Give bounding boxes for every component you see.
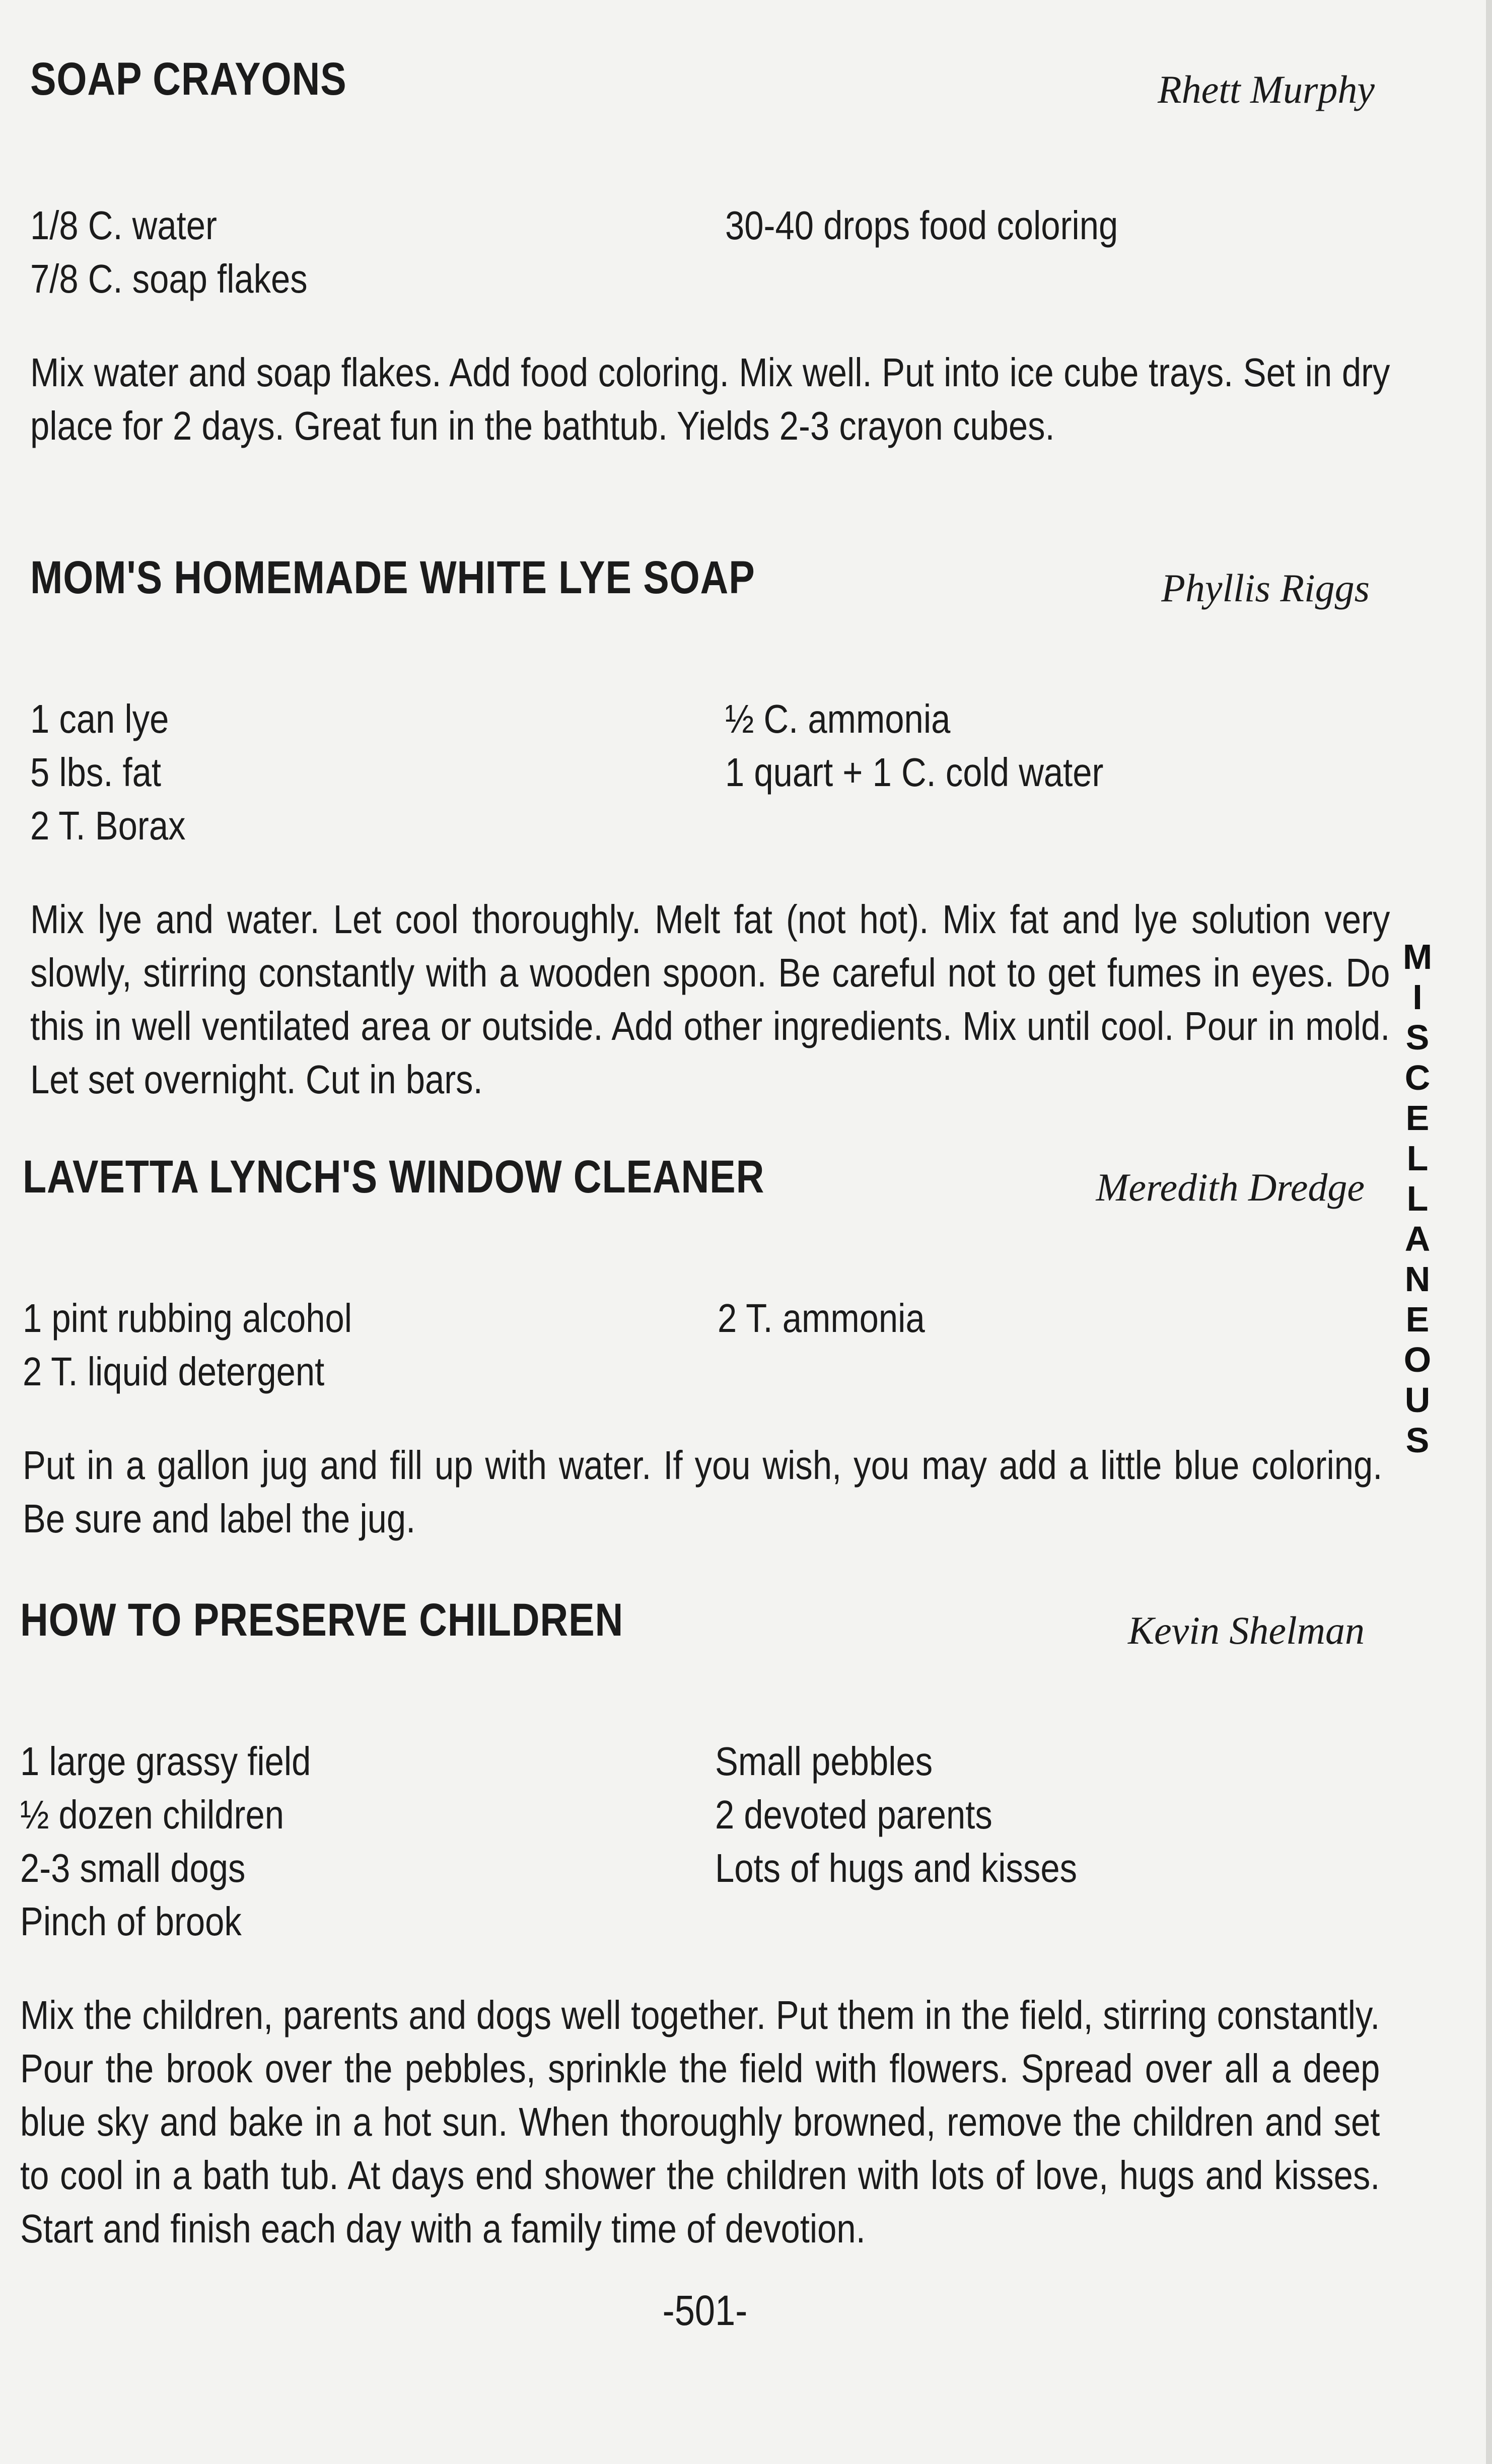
section-tab-letter: E [1405,1300,1430,1339]
ingredient-column-right [715,1735,1313,1895]
ingredient: 30-40 drops food coloring [725,203,1118,248]
section-tab-letter: U [1404,1380,1431,1420]
ingredient-list [30,692,1380,853]
ingredient: 2 T. ammonia [718,1296,925,1341]
ingredient: 1 quart + 1 C. cold water [725,750,1104,795]
recipe-method: Put in a gallon jug and fill up with water. If you wish, you may add a little blue coloring. Be sure and label the jug. [23,1443,1383,1541]
section-tab-letter: A [1404,1219,1431,1258]
ingredient: 2 devoted parents [715,1792,992,1837]
section-tab-letter: I [1412,977,1423,1017]
ingredient: 1 can lye [30,696,169,741]
recipe-method: Mix the children, parents and dogs well together. Put them in the field, stirring constantly. Pour the brook over the pebbles, sprinkle the field with flowers. Spread over all a deep blue sky and bake in a hot sun. When thoroughly browned, remove the children and set to cool in a bath tub. At days end shower the children with lots of love, hugs and kisses. Start and finish each day with a family time of devotion. [20,1993,1380,2251]
ingredient: Pinch of brook [20,1899,242,1944]
section-tab-letter: M [1402,937,1433,976]
section-tab-miscellaneous [1395,937,1440,1460]
ingredient-column-right [725,199,1323,252]
section-tab-letter: L [1406,1179,1429,1218]
recipe-title: SOAP CRAYONS [30,53,347,105]
ingredient-column-right [725,692,1323,799]
ingredient-list [30,199,1380,306]
ingredient-column-left [23,1292,620,1398]
page-number: -501- [662,2287,748,2334]
ingredient: Small pebbles [715,1739,933,1784]
section-tab-letter: S [1405,1018,1430,1057]
recipe-author: Meredith Dredge [1096,1165,1365,1209]
section-tab-letter: L [1406,1139,1429,1178]
recipe-method: Mix lye and water. Let cool thoroughly. Melt fat (not hot). Mix fat and lye solution very slowly, stirring constantly with a wooden spoon. Be careful not to get fumes in eyes. Do this in well ventilated area or outside. Add other ingredients. Mix until cool. Pour in mold. Let set overnight. Cut in bars. [30,897,1390,1102]
recipe-preserve-children [20,1594,1380,2256]
recipe-title: LAVETTA LYNCH'S WINDOW CLEANER [23,1151,765,1203]
ingredient: 1 pint rubbing alcohol [23,1296,352,1341]
ingredient: 2-3 small dogs [20,1846,246,1890]
ingredient: 1/8 C. water [30,203,217,248]
ingredient-list [20,1735,1380,1948]
ingredient: 2 T. liquid detergent [23,1349,325,1394]
ingredient: ½ C. ammonia [725,696,951,741]
section-tab-letter: S [1405,1421,1430,1460]
page-edge [1486,0,1492,2464]
recipe-soap-crayons [20,53,1390,453]
ingredient: ½ dozen children [20,1792,284,1837]
ingredient: 2 T. Borax [30,803,186,848]
recipe-window-cleaner [20,1151,1383,1545]
ingredient-column-left [20,1735,618,1948]
section-tab-letter: O [1403,1340,1432,1379]
recipe-author: Phyllis Riggs [1161,566,1370,610]
recipe-author: Rhett Murphy [1157,67,1375,111]
recipe-white-lye-soap [20,551,1390,1106]
ingredient-column-left [30,199,628,306]
section-tab-letter: E [1405,1098,1430,1138]
ingredient: 7/8 C. soap flakes [30,256,308,301]
section-tab-letter: N [1404,1259,1431,1299]
recipe-author: Kevin Shelman [1127,1608,1365,1652]
ingredient: Lots of hugs and kisses [715,1846,1078,1890]
recipe-title: MOM'S HOMEMADE WHITE LYE SOAP [30,552,755,603]
ingredient-list [23,1292,1380,1398]
ingredient: 1 large grassy field [20,1739,311,1784]
recipe-title: HOW TO PRESERVE CHILDREN [20,1594,624,1646]
ingredient-column-right [718,1292,1315,1345]
recipe-method: Mix water and soap flakes. Add food coloring. Mix well. Put into ice cube trays. Set in dry place for 2 days. Great fun in the bathtub. Yields 2-3 crayon cubes. [30,350,1390,448]
ingredient: 5 lbs. fat [30,750,162,795]
section-tab-letter: C [1404,1058,1431,1097]
ingredient-column-left [30,692,628,853]
